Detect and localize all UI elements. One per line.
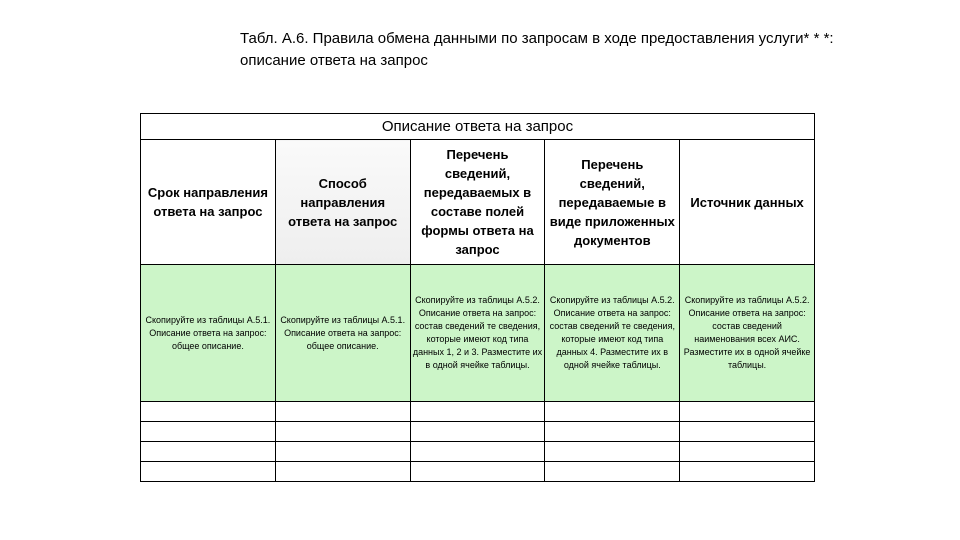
empty-cell (410, 442, 545, 462)
empty-cell (275, 442, 410, 462)
header-data-source: Источник данных (680, 140, 815, 265)
empty-cell (410, 422, 545, 442)
empty-cell (545, 402, 680, 422)
empty-cell (141, 402, 276, 422)
slide-title: Табл. А.6. Правила обмена данными по запросам в ходе предоставления услуги* * *: описание ответа на запрос (240, 30, 834, 69)
instruction-cell: Скопируйте из таблицы А.5.2. Описание ответа на запрос: состав сведений наименования всех АИС. Разместите их в одной ячейке таблицы. (680, 265, 815, 402)
empty-cell (275, 462, 410, 482)
instruction-cell: Скопируйте из таблицы А.5.1. Описание ответа на запрос: общее описание. (275, 265, 410, 402)
instruction-cell: Скопируйте из таблицы А.5.2. Описание ответа на запрос: состав сведений те сведения, которые имеют код типа данных 1, 2 и 3. Разместите их в одной ячейке таблицы. (410, 265, 545, 402)
instruction-cell: Скопируйте из таблицы А.5.1. Описание ответа на запрос: общее описание. (141, 265, 276, 402)
empty-cell (275, 422, 410, 442)
empty-cell (680, 462, 815, 482)
response-description-table (140, 113, 815, 482)
empty-cell (275, 402, 410, 422)
header-form-fields: Перечень сведений, передаваемых в составе полей формы ответа на запрос (410, 140, 545, 265)
empty-cell (545, 462, 680, 482)
empty-cell (141, 422, 276, 442)
header-response-method: Способ направления ответа на запрос (275, 140, 410, 265)
instruction-cell: Скопируйте из таблицы А.5.2. Описание ответа на запрос: состав сведений те сведения, которые имеют код типа данных 4. Разместите их в одной ячейке таблицы. (545, 265, 680, 402)
empty-row (141, 402, 815, 422)
empty-row (141, 422, 815, 442)
empty-cell (680, 402, 815, 422)
empty-cell (141, 442, 276, 462)
empty-cell (410, 402, 545, 422)
empty-row (141, 442, 815, 462)
empty-cell (680, 442, 815, 462)
header-row (141, 140, 815, 265)
empty-cell (545, 442, 680, 462)
header-response-deadline: Срок направления ответа на запрос (141, 140, 276, 265)
instruction-row (141, 265, 815, 402)
empty-cell (680, 422, 815, 442)
empty-row (141, 462, 815, 482)
empty-cell (410, 462, 545, 482)
table-caption: Описание ответа на запрос (141, 114, 815, 140)
empty-cell (545, 422, 680, 442)
empty-cell (141, 462, 276, 482)
header-attached-documents: Перечень сведений, передаваемые в виде приложенных документов (545, 140, 680, 265)
